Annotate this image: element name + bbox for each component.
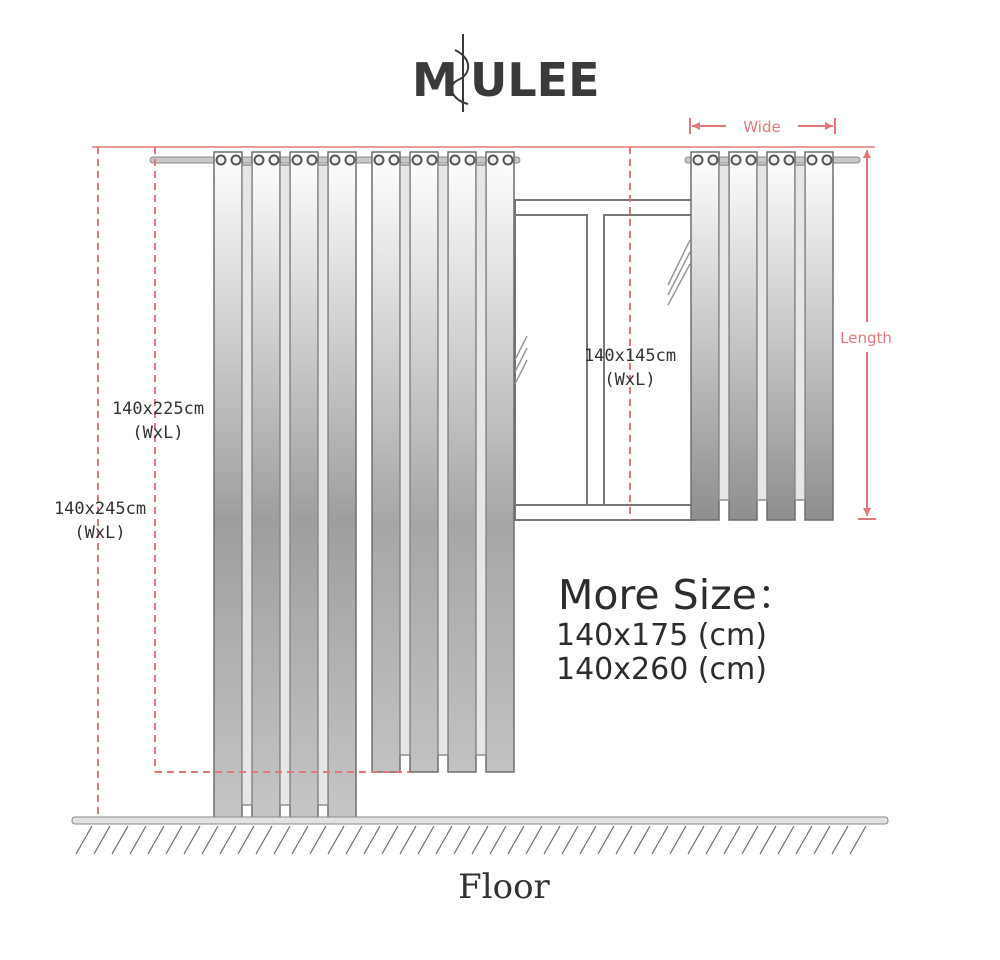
dimension-lines bbox=[98, 147, 630, 818]
hatch-line bbox=[508, 826, 524, 854]
floor-label: Floor bbox=[458, 867, 550, 907]
hatch-line bbox=[526, 826, 542, 854]
hatch-line bbox=[670, 826, 686, 854]
size-small-unit: (WxL) bbox=[604, 370, 656, 390]
floor-surface bbox=[72, 817, 888, 824]
size-large-text: 140x245cm bbox=[53, 499, 147, 519]
hatch-line bbox=[814, 826, 830, 854]
hatch-line bbox=[130, 826, 146, 854]
hatch-line bbox=[778, 826, 794, 854]
curtain-long bbox=[214, 152, 356, 820]
hatch-line bbox=[652, 826, 668, 854]
hatch-line bbox=[634, 826, 650, 854]
grommet-rings bbox=[217, 156, 832, 165]
wide-label: Wide bbox=[743, 118, 781, 136]
hatch-line bbox=[850, 826, 866, 854]
hatch-line bbox=[382, 826, 398, 854]
hatch-line bbox=[490, 826, 506, 854]
hatch-line bbox=[616, 826, 632, 854]
size-small-text: 140x145cm bbox=[583, 346, 677, 366]
hatch-line bbox=[238, 826, 254, 854]
curtain-medium bbox=[372, 152, 514, 772]
hatch-line bbox=[364, 826, 380, 854]
hatch-line bbox=[436, 826, 452, 854]
hatch-line bbox=[202, 826, 218, 854]
hatch-line bbox=[310, 826, 326, 854]
hatch-line bbox=[760, 826, 776, 854]
brand-initial: M bbox=[412, 53, 458, 107]
hatch-line bbox=[472, 826, 488, 854]
hatch-line bbox=[184, 826, 200, 854]
hatch-line bbox=[292, 826, 308, 854]
more-sizes-block bbox=[556, 571, 798, 687]
hatch-line bbox=[544, 826, 560, 854]
hatch-line bbox=[328, 826, 344, 854]
size-medium-text: 140x225cm bbox=[111, 399, 205, 419]
more-size-item: 140x175 (cm) bbox=[556, 618, 767, 653]
more-sizes-title: More Size： bbox=[558, 571, 798, 619]
hatch-line bbox=[706, 826, 722, 854]
hatch-line bbox=[580, 826, 596, 854]
hatch-line bbox=[598, 826, 614, 854]
hatch-line bbox=[112, 826, 128, 854]
hatch-line bbox=[454, 826, 470, 854]
hatch-line bbox=[148, 826, 164, 854]
hatch-line bbox=[832, 826, 848, 854]
hatch-line bbox=[724, 826, 740, 854]
hatch-line bbox=[562, 826, 578, 854]
hatch-line bbox=[220, 826, 236, 854]
floor-hatching bbox=[76, 826, 866, 854]
hatch-line bbox=[274, 826, 290, 854]
hatch-line bbox=[94, 826, 110, 854]
hatch-line bbox=[418, 826, 434, 854]
size-large-unit: (WxL) bbox=[74, 523, 126, 543]
hatch-line bbox=[742, 826, 758, 854]
hatch-line bbox=[76, 826, 92, 854]
brand-name: ULEE bbox=[470, 53, 600, 107]
length-label: Length bbox=[840, 329, 892, 347]
size-label-large bbox=[54, 499, 146, 543]
hatch-line bbox=[400, 826, 416, 854]
hatch-line bbox=[346, 826, 362, 854]
hatch-line bbox=[256, 826, 272, 854]
curtain-short bbox=[691, 152, 833, 520]
hatch-line bbox=[688, 826, 704, 854]
more-size-item: 140x260 (cm) bbox=[556, 652, 767, 687]
size-label-medium bbox=[112, 399, 204, 443]
brand-logo bbox=[412, 34, 600, 112]
size-medium-unit: (WxL) bbox=[132, 423, 184, 443]
hatch-line bbox=[166, 826, 182, 854]
hatch-line bbox=[796, 826, 812, 854]
